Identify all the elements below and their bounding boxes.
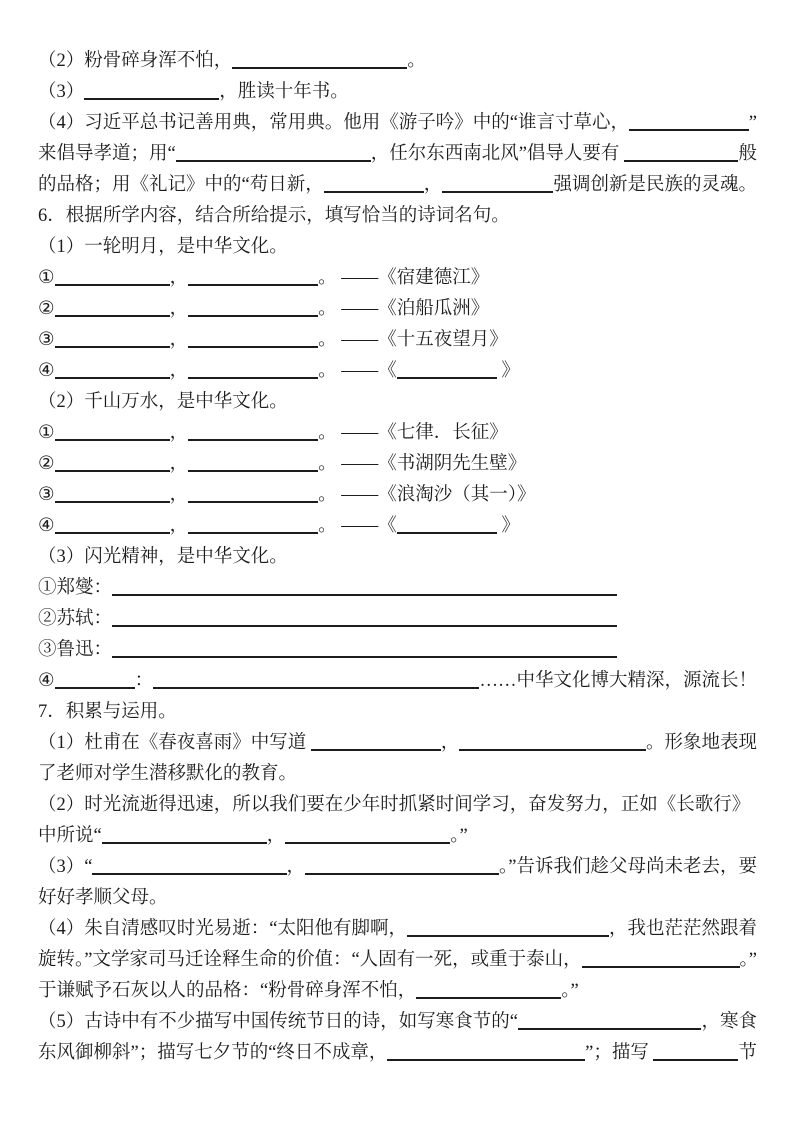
text-run: 。 ——《 <box>318 361 397 381</box>
doc-line <box>38 418 757 449</box>
text-run: ③ <box>38 485 55 505</box>
text-run: 。 ——《七律．长征》 <box>318 423 508 443</box>
doc-line <box>38 46 757 77</box>
text-run: 6．根据所学内容，结合所给提示，填写恰当的诗词名句。 <box>38 206 510 226</box>
text-run: ， <box>169 361 189 381</box>
text-run: （3）闪光精神，是中华文化。 <box>38 547 288 567</box>
text-run: ， <box>169 485 189 505</box>
blank-underline <box>55 425 170 441</box>
blank-underline <box>397 518 497 534</box>
doc-line <box>38 1038 757 1069</box>
blank-underline <box>55 456 170 472</box>
text-run: ① <box>38 423 55 443</box>
text-run: 。 <box>407 51 426 71</box>
text-run: ， <box>169 454 189 474</box>
text-run: （2）千山万水，是中华文化。 <box>38 392 288 412</box>
blank-underline <box>112 611 617 627</box>
text-run: ② <box>38 454 55 474</box>
blank-underline <box>55 332 170 348</box>
text-run: ，寒食 <box>701 1012 757 1032</box>
blank-underline <box>188 332 318 348</box>
text-run: 》 <box>496 361 520 381</box>
doc-line <box>38 883 757 914</box>
text-run: ②苏轼： <box>38 609 113 629</box>
blank-underline <box>324 177 424 193</box>
doc-line <box>38 294 757 325</box>
text-run: （1）一轮明月，是中华文化。 <box>38 237 288 257</box>
doc-line <box>38 1007 757 1038</box>
blank-underline <box>55 270 170 286</box>
text-run: ① <box>38 268 55 288</box>
blank-underline <box>153 673 479 689</box>
text-run: 。 ——《宿建德江》 <box>318 268 490 288</box>
text-run: 节 <box>738 1043 757 1063</box>
text-run: ， <box>169 268 189 288</box>
text-run: （4）朱自清感叹时光易逝：“太阳他有脚啊， <box>38 919 407 939</box>
doc-line <box>38 728 757 759</box>
blank-underline <box>55 487 170 503</box>
text-run: 了老师对学生潜移默化的教育。 <box>38 764 298 784</box>
text-run: ④ <box>38 361 55 381</box>
blank-underline <box>624 146 738 162</box>
text-run: ， <box>423 175 443 195</box>
blank-underline <box>92 859 286 875</box>
text-run: ④ <box>38 671 55 691</box>
blank-underline <box>407 921 609 937</box>
blank-underline <box>232 53 407 69</box>
text-run: （4）习近平总书记善用典，常用典。他用《游子吟》中的“谁言寸草心， <box>38 113 629 133</box>
blank-underline <box>442 177 553 193</box>
blank-underline <box>188 270 318 286</box>
doc-line <box>38 759 757 790</box>
blank-underline <box>629 115 749 131</box>
blank-underline <box>653 1045 738 1061</box>
blank-underline <box>188 363 318 379</box>
text-run: ， <box>169 299 189 319</box>
text-run: 》 <box>496 516 520 536</box>
text-run: ”；描写 <box>585 1043 654 1063</box>
text-run: ①郑燮： <box>38 578 113 598</box>
text-run: 中所说“ <box>38 826 102 846</box>
text-run: 。” <box>450 826 468 846</box>
doc-line <box>38 790 757 821</box>
text-run: 于谦赋予石灰以人的品格：“粉骨碎身浑不怕， <box>38 981 417 1001</box>
blank-underline <box>55 301 170 317</box>
text-run: 。 ——《十五夜望月》 <box>318 330 508 350</box>
text-run: 7．积累与运用。 <box>38 702 177 722</box>
text-run: ： <box>134 671 154 691</box>
doc-line <box>38 697 757 728</box>
text-run: ② <box>38 299 55 319</box>
doc-line <box>38 325 757 356</box>
text-run: 东风御柳斜”；描写七夕节的“终日不成章， <box>38 1043 388 1063</box>
blank-underline <box>285 828 450 844</box>
text-run: 。 ——《泊船瓜洲》 <box>318 299 490 319</box>
blank-underline <box>188 456 318 472</box>
text-run: ，胜读十年书。 <box>219 82 349 102</box>
text-run: （3）“ <box>38 857 93 877</box>
doc-line <box>38 976 757 1007</box>
doc-line <box>38 604 757 635</box>
blank-underline <box>176 146 371 162</box>
doc-line <box>38 387 757 418</box>
blank-underline <box>582 952 740 968</box>
doc-line <box>38 170 757 201</box>
blank-underline <box>84 84 219 100</box>
doc-line <box>38 232 757 263</box>
blank-underline <box>188 301 318 317</box>
blank-underline <box>305 859 499 875</box>
doc-line <box>38 635 757 666</box>
doc-line <box>38 139 757 170</box>
text-run: 旋转。”文学家司马迁诠释生命的价值：“人固有一死，或重于泰山， <box>38 950 582 970</box>
blank-underline <box>112 580 617 596</box>
text-run: ，任尔东西南北风”倡导人要有 <box>370 144 625 164</box>
text-run: 。 ——《书湖阴先生壁》 <box>318 454 527 474</box>
blank-underline <box>518 1014 702 1030</box>
blank-underline <box>188 518 318 534</box>
blank-underline <box>188 425 318 441</box>
text-run: ， <box>286 857 306 877</box>
doc-line <box>38 108 757 139</box>
blank-underline <box>102 828 267 844</box>
blank-underline <box>397 363 497 379</box>
text-run: （2）时光流逝得迅速，所以我们要在少年时抓紧时间学习，奋发努力，正如《长歌行》 <box>38 795 751 815</box>
text-run: ， <box>169 516 189 536</box>
text-run: ，我也茫茫然跟着 <box>608 919 757 939</box>
blank-underline <box>311 735 441 751</box>
doc-line <box>38 201 757 232</box>
text-run: ， <box>440 733 460 753</box>
text-run: 来倡导孝道；用“ <box>38 144 176 164</box>
text-run: （3） <box>38 82 85 102</box>
text-run: 。” <box>561 981 579 1001</box>
doc-line <box>38 511 757 542</box>
doc-line <box>38 666 757 697</box>
doc-line <box>38 263 757 294</box>
blank-underline <box>112 642 617 658</box>
doc-line <box>38 449 757 480</box>
document-body <box>38 46 757 1069</box>
doc-line <box>38 573 757 604</box>
blank-underline <box>188 487 318 503</box>
text-run: 般 <box>738 144 757 164</box>
doc-line <box>38 914 757 945</box>
text-run: 。” <box>739 950 757 970</box>
text-run: 。形象地表现 <box>645 733 757 753</box>
text-run: ， <box>169 423 189 443</box>
text-run: 的品格；用《礼记》中的“苟日新， <box>38 175 324 195</box>
text-run: 。 ——《 <box>318 516 397 536</box>
text-run: ， <box>266 826 286 846</box>
doc-line <box>38 77 757 108</box>
text-run: 。”告诉我们趁父母尚未老去，要 <box>499 857 757 877</box>
text-run: ， <box>169 330 189 350</box>
blank-underline <box>55 518 170 534</box>
doc-line <box>38 356 757 387</box>
text-run: （1）杜甫在《春夜喜雨》中写道 <box>38 733 311 753</box>
blank-underline <box>387 1045 585 1061</box>
text-run: ④ <box>38 516 55 536</box>
doc-line <box>38 542 757 573</box>
doc-line <box>38 480 757 511</box>
text-run: 好好孝顺父母。 <box>38 888 168 908</box>
blank-underline <box>459 735 646 751</box>
doc-line <box>38 821 757 852</box>
text-run: ③ <box>38 330 55 350</box>
blank-underline <box>55 673 135 689</box>
text-run: 强调创新是民族的灵魂。 <box>553 175 757 195</box>
text-run: ” <box>748 113 757 133</box>
blank-underline <box>55 363 170 379</box>
blank-underline <box>416 983 561 999</box>
doc-line <box>38 852 757 883</box>
text-run: ③鲁迅： <box>38 640 113 660</box>
doc-line <box>38 945 757 976</box>
text-run: ……中华文化博大精深，源流长！ <box>479 671 757 691</box>
text-run: 。 ——《浪淘沙（其一）》 <box>318 485 536 505</box>
text-run: （5）古诗中有不少描写中国传统节日的诗，如写寒食节的“ <box>38 1012 518 1032</box>
text-run: （2）粉骨碎身浑不怕， <box>38 51 233 71</box>
